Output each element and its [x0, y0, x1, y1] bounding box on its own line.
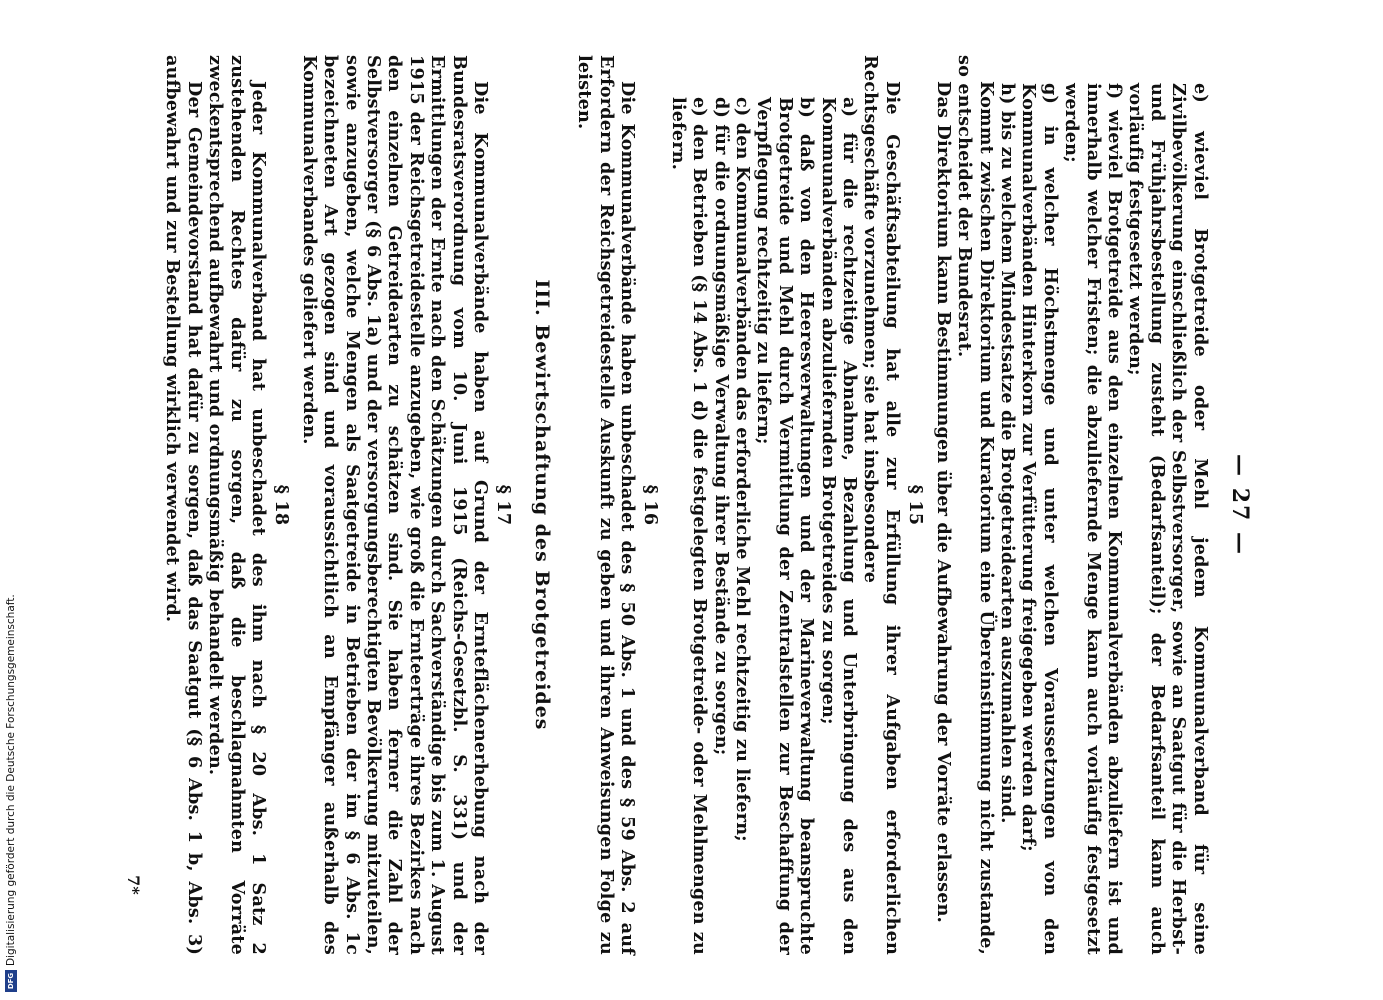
list-item-h	[997, 55, 1018, 955]
item-e-text: e) wieviel Brotgetreide oder Mehl jedem Kommunalverband für seine Zivilbevölkerung einschließlich der Selbstversorger, sowie an Saatgut für die Herbst- und Frühjahrsbestellung zusteht (Bedarfsanteil); der Bedarfsanteil kann auch vorläufig festgesetzt werden;	[1125, 83, 1211, 955]
signature-mark: 7*	[123, 875, 143, 895]
section-15-item-b: b) daß von den Heeresverwaltungen und der Marineverwaltung beanspruchte Brotgetreide und Mehl durch Vermittlung der Zentralstellen zur Beschaffung der Verpflegung rechtzeitig zu liefern;	[753, 97, 818, 955]
section-16-title: § 16	[640, 484, 662, 526]
paragraph-directorate: Das Direktorium kann Bestimmungen über die Aufbewahrung der Vorräte erlassen.	[932, 81, 954, 923]
section-17-title: § 17	[493, 484, 515, 526]
section-15-intro: Die Geschäftsabteilung hat alle zur Erfüllung ihrer Aufgaben erforderlichen Rechtsgeschäfte vorzunehmen; sie hat insbesondere	[860, 55, 903, 955]
item-f-text: f) wieviel Brotgetreide aus den einzelnen Kommunalverbänden abzuliefern ist und innerhalb welcher Fristen; die abzuliefernde Menge kann auch vorläufig festgesetzt werden;	[1061, 83, 1125, 955]
item-h-text: h) bis zu welchem Mindestsatze die Brotgetreidearten auszumahlen sind.	[996, 83, 1018, 824]
paragraph-agreement: Kommt zwischen Direktorium und Kuratorium eine Übereinstimmung nicht zustande, so entscheidet der Bundesrat.	[954, 55, 997, 955]
digitization-credit	[0, 0, 22, 1000]
dfg-logo: DFG	[5, 970, 17, 992]
list-item-g	[1018, 55, 1061, 955]
section-15-item-e: e) den Betrieben (§ 14 Abs. 1 d) die festgelegten Brotgetreide- oder Mehlmengen zu liefern.	[667, 97, 711, 955]
section-15-items	[667, 69, 860, 955]
section-15-title: § 15	[905, 484, 927, 526]
item-g-text: g) in welcher Höchstmenge und unter welchen Voraussetzungen von den Kommunalverbänden Hinterkorn zur Verfütterung freigegeben werden darf;	[1018, 83, 1061, 955]
section-16-text: Die Kommunalverbände haben unbeschadet des § 50 Abs. 1 und des § 59 Abs. 2 auf Erfordern der Reichsgetreidestelle Auskunft zu geben und ihren Anweisungen Folge zu leisten.	[574, 55, 639, 955]
section-15-item-d: d) für die ordnungsmäßige Verwaltung ihrer Bestände zu sorgen;	[710, 97, 732, 756]
credit-text: Digitalisierung gefördert durch die Deutsche Forschungsgemeinschaft.	[5, 594, 17, 966]
page-number: — 27 —	[1227, 454, 1253, 556]
section-18-text-2: Der Gemeindevorstand hat dafür zu sorgen, daß das Saatgut (§ 6 Abs. 1 b, Abs. 3) aufbewahrt und zur Bestellung wirklich verwendet wird.	[162, 55, 205, 955]
section-18-text: Jeder Kommunalverband hat unbeschadet des ihm nach § 20 Abs. 1 Satz 2 zustehenden Rechtes dafür zu sorgen, daß die beschlagnahmten Vorräte zweckentsprechend aufbewahrt und ordnungsmäßig behandelt werden.	[205, 55, 269, 955]
chapter-3-title: III. Bewirtschaftung des Brotgetreides	[530, 279, 553, 731]
list-item-f	[1061, 55, 1125, 955]
section-15-item-a: a) für die rechtzeitige Abnahme, Bezahlung und Unterbringung des aus den Kommunalverbänden abzuliefernden Brotgetreides zu sorgen;	[817, 97, 861, 955]
section-18-title: § 18	[271, 484, 293, 526]
document-page	[123, 0, 1290, 1000]
section-17-text: Die Kommunalverbände haben auf Grund der Ernteflächenerhebung nach der Bundesratsverordnung vom 10. Juni 1915 (Reichs-Gesetzbl. S. 331) und der Ermittlungen der Ernte nach den Schätzungen durch Sachverständige bis zum 1. August 1915 der Reichsgetreidestelle anzugeben, wie groß die Ernteerträge ihres Bezirkes nach den einzelnen Getreidearten zu schätzen sind. Sie haben ferner die Zahl der Selbstversorger (§ 6 Abs. 1a) und der versorgungsberechtigten Bevölkerung mitzuteilen, sowie anzugeben, welche Mengen als Saatgetreide in Betrieben der im § 6 Abs. 1c bezeichneten Art gezogen sind und voraussichtlich an Empfänger außerhalb des Kommunalverbandes geliefert werden.	[298, 55, 491, 955]
list-item-e	[1125, 55, 1211, 955]
section-15-item-c: c) den Kommunalverbänden das erforderliche Mehl rechtzeitig zu liefern;	[732, 97, 754, 842]
